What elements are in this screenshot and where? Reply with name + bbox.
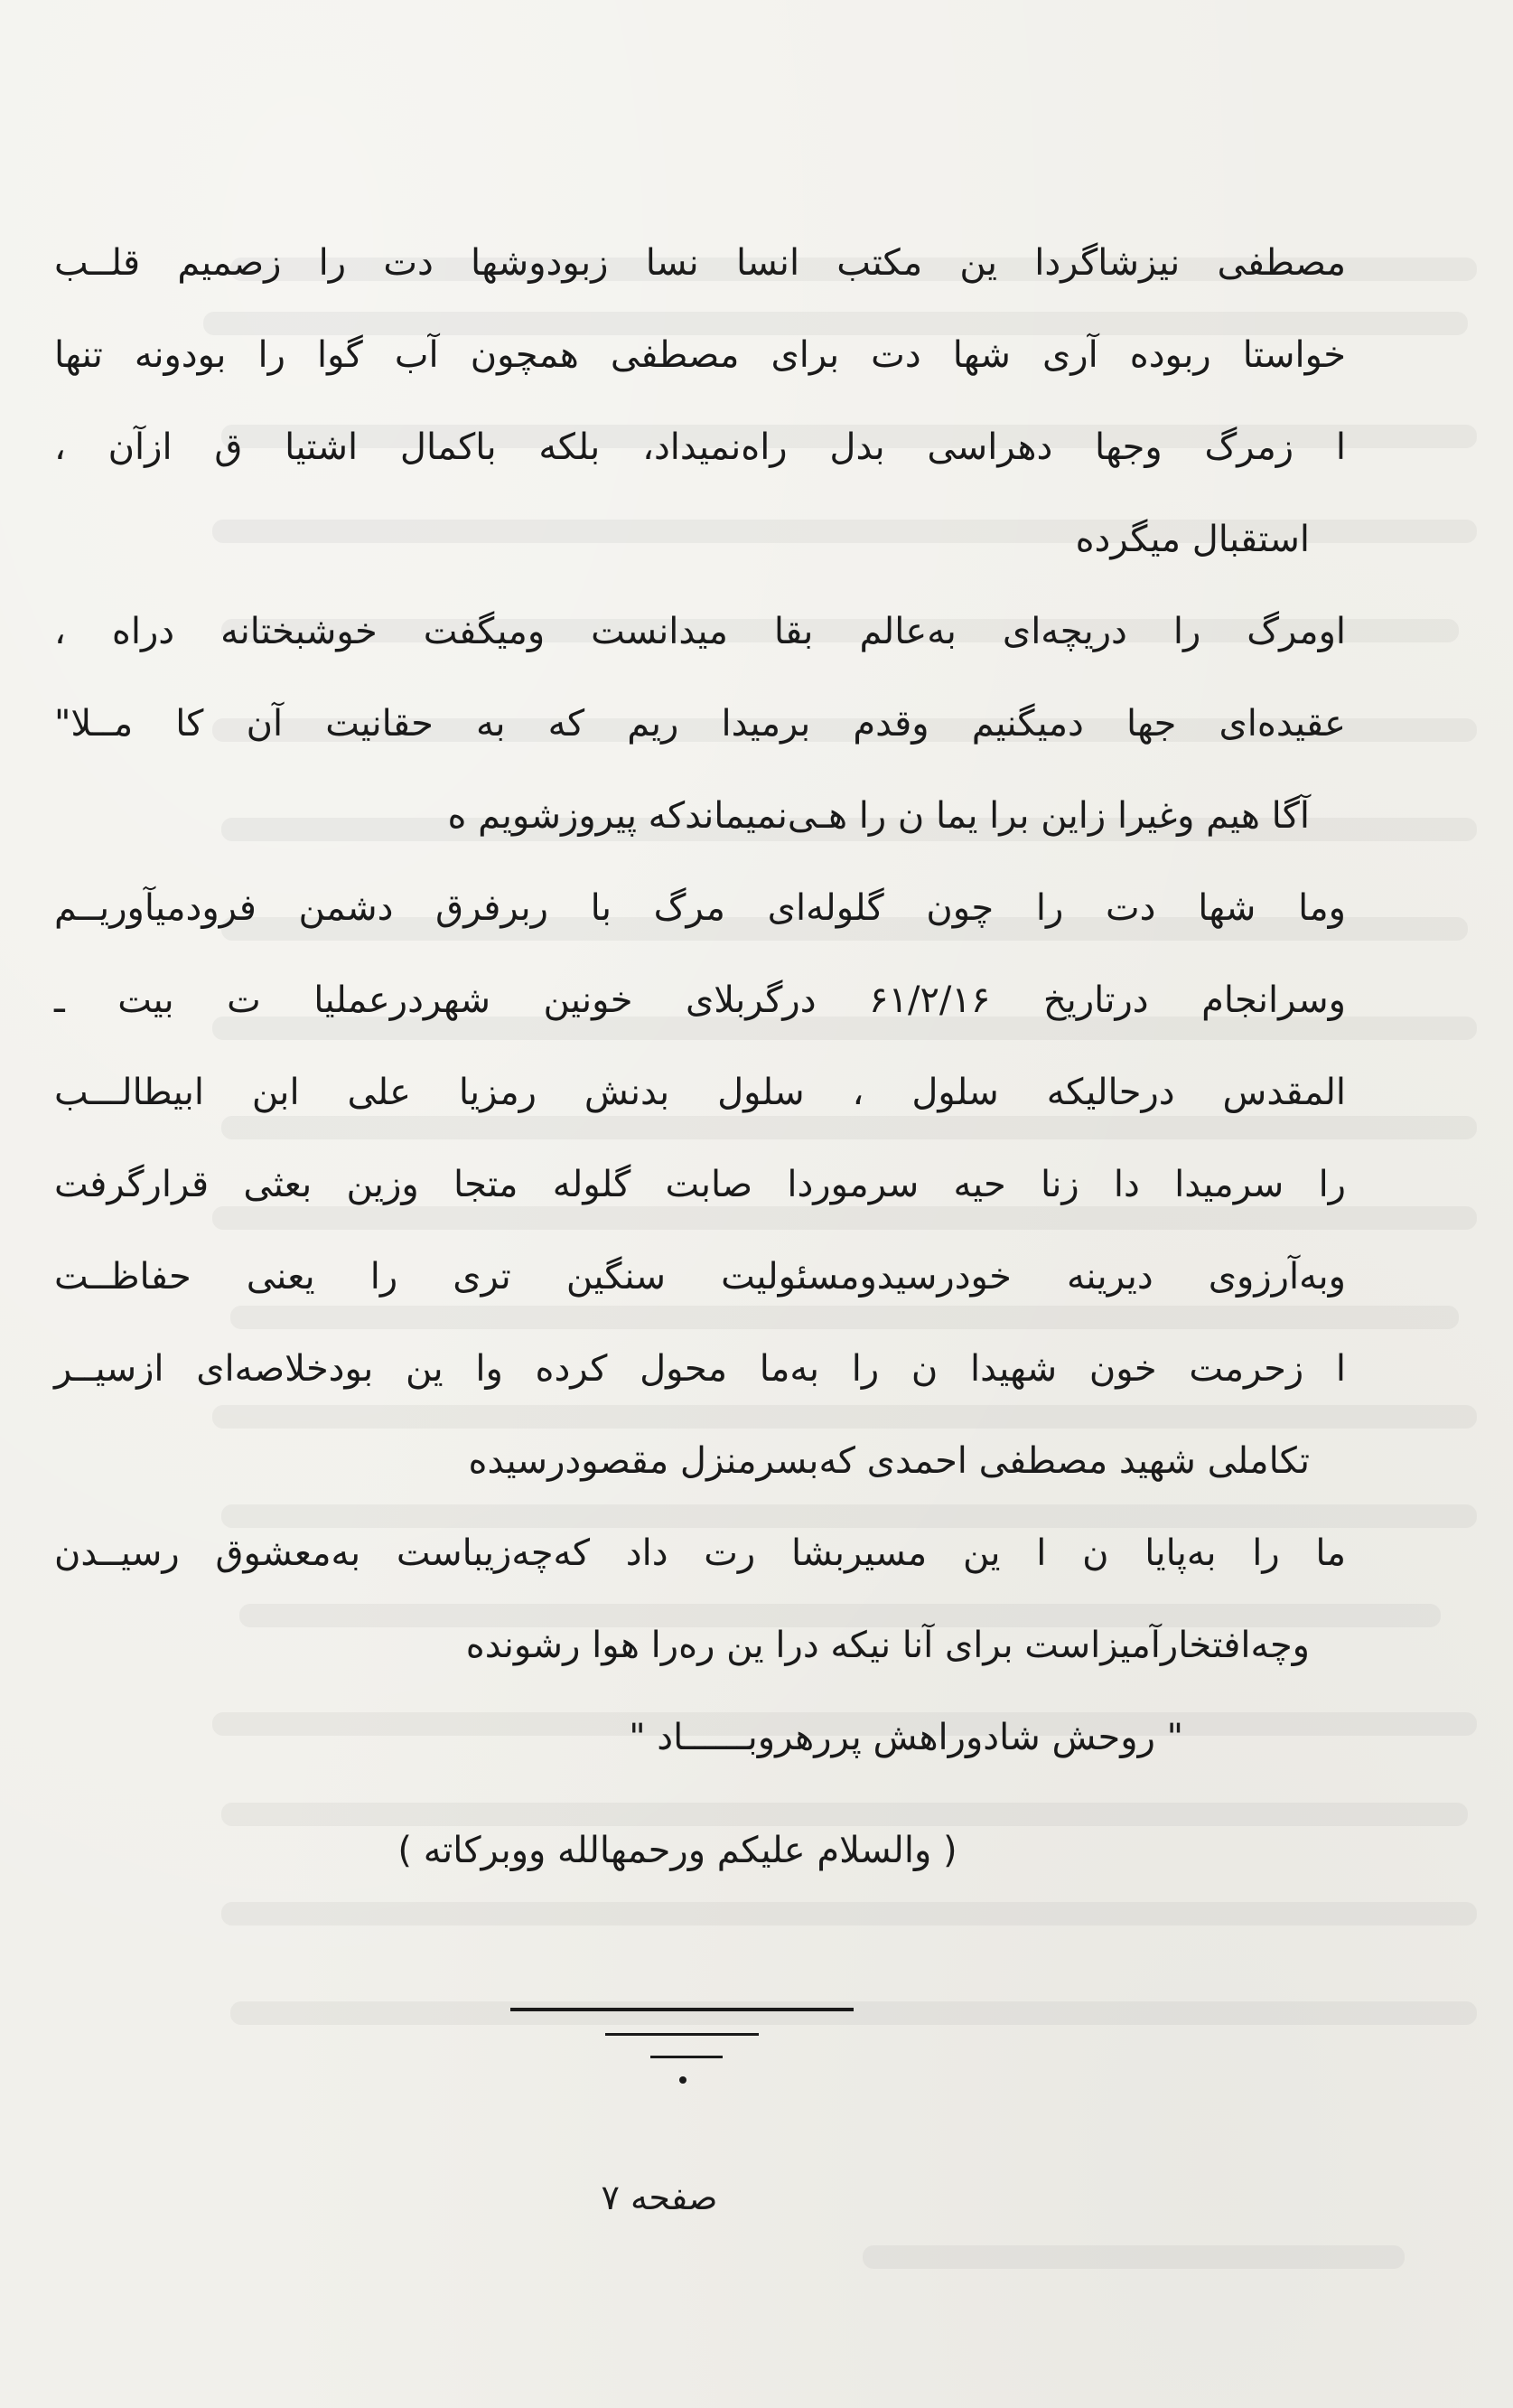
end-rule (605, 2033, 759, 2036)
text-line: تکاملی شهید مصطفی احمدی که‌بسرمنزل مقصودرسیده (468, 1440, 1310, 1482)
text-line: وسرانجام درتاریخ ۶۱/۲/۱۶ درگربلای خونین شهردرعملیا ت بیت ـ (54, 979, 1346, 1021)
closing-salutation: ( والسلام علیکم ورحمهالله ووبرکاته ) (397, 1830, 957, 1871)
page-number: صفحه ۷ (601, 2178, 718, 2217)
text-line: وچه‌افتخارآمیزاست برای آنا نیکه درا ین ره‌را هوا رشونده (465, 1625, 1310, 1666)
text-line: ا زمرگ وجها دهراسی بدل راه‌نمیداد، بلکه باکمال اشتیا ق ازآن ، (54, 426, 1346, 468)
text-line: عقیده‌ای جها دمیگنیم وقدم برمیدا ریم که به حقانیت آن کا مــلا" (54, 703, 1346, 745)
text-line: را سرمیدا دا زنا حیه سرموردا صابت گلوله متجا وزین بعثی قرارگرفت (54, 1164, 1346, 1205)
text-line: ما را به‌پایا ن ا ین مسیربشا رت داد که‌چه‌زیباست به‌معشوق رسیــدن (54, 1532, 1346, 1574)
body-text (54, 217, 1346, 1784)
end-rule (510, 2008, 854, 2011)
end-rule-dot (679, 2076, 686, 2084)
text-line: وما شها دت را چون گلوله‌ای مرگ با ربرفرق دشمن فرودمیآوریــم (54, 887, 1346, 929)
end-rule (650, 2056, 723, 2058)
text-line: خواستا ربوده آری شها دت برای مصطفی همچون آب گوا را بودونه تنها (54, 334, 1346, 376)
text-line: اومرگ را دریچه‌ای به‌عالم بقا میدانست ومیگفت خوشبختانه دراه ، (54, 611, 1346, 652)
text-line: المقدس درحالیکه سلول ، سلول بدنش رمزیا علی ابن ابیطالـــب (54, 1072, 1346, 1113)
text-line: ا زحرمت خون شهیدا ن را به‌ما محول کرده وا ین بودخلاصه‌ای ازسیــر (54, 1348, 1346, 1390)
text-line: وبه‌آرزوی دیرینه خودرسیدومسئولیت سنگین تری را یعنی حفاظــت (54, 1256, 1346, 1298)
text-line: " روحش شادوراهش پررهروبــــــاد " (629, 1717, 1183, 1758)
text-line: استقبال میگرده (1075, 519, 1310, 560)
text-line: آگا هیم وغیرا زاین برا یما ن را هـی‌نمیماندکه پیروزشویم ه (447, 795, 1310, 837)
text-line: مصطفی نیزشاگردا ین مکتب انسا نسا زبودوشها دت را زصمیم قلــب (54, 242, 1346, 284)
